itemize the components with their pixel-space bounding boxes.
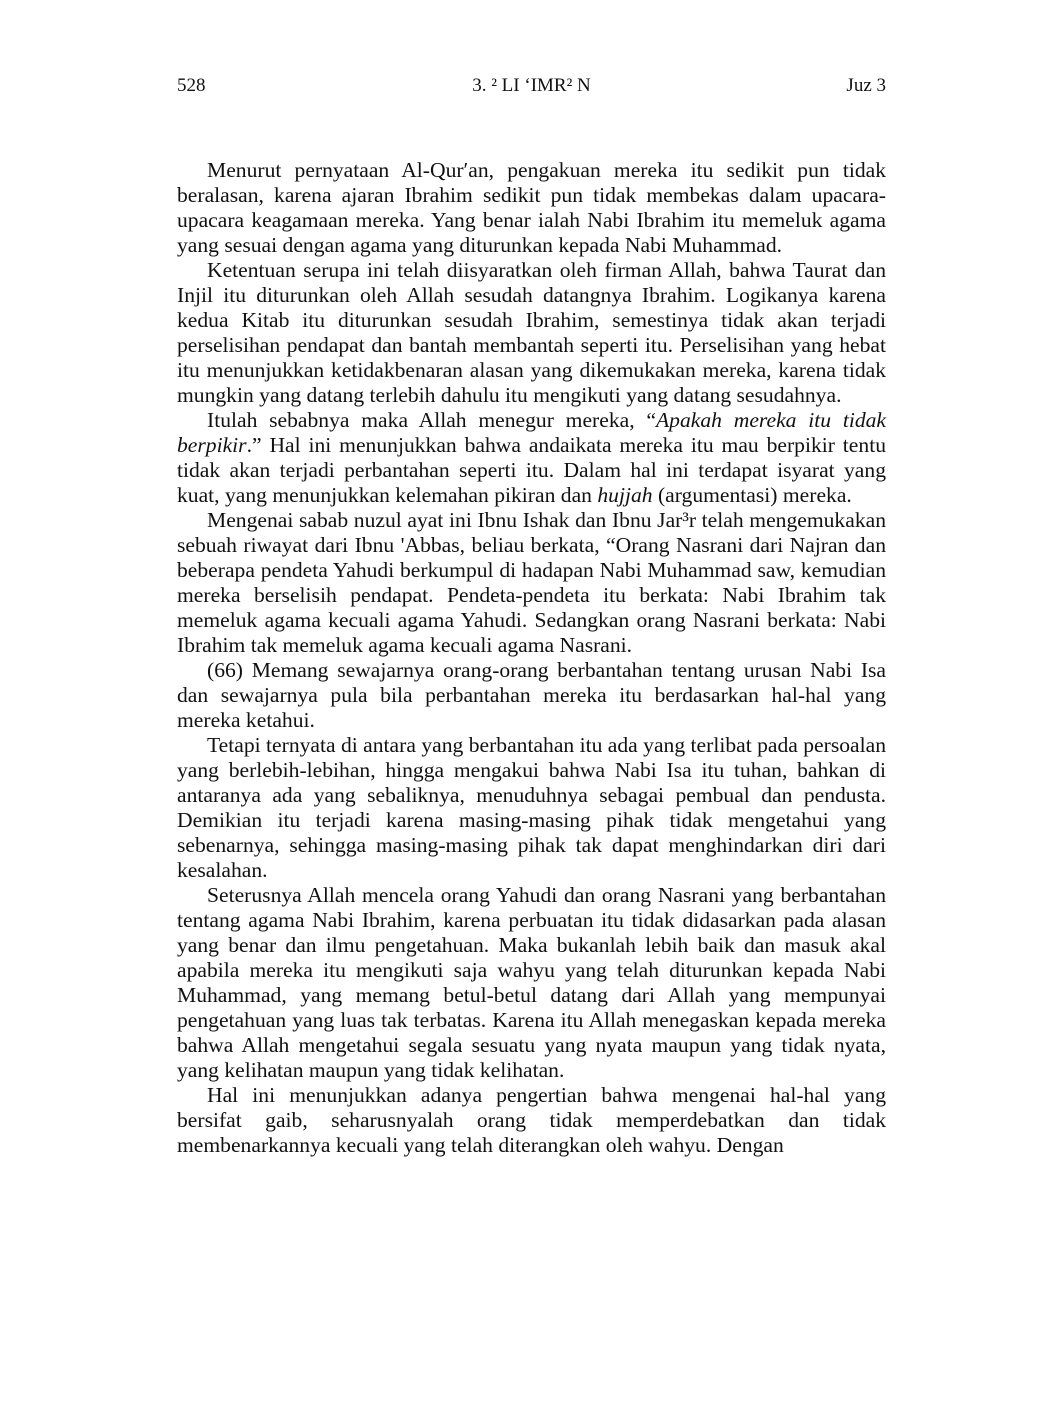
- paragraph-5: (66) Memang sewajarnya orang-orang berbantahan tentang urusan Nabi Isa dan sewajarnya pula bila perbantahan mereka itu berdasarkan hal-hal yang mereka ketahui.: [177, 658, 886, 732]
- page-number: 528: [177, 75, 206, 96]
- chapter-title: 3. ² LI ‘IMR² N: [472, 75, 591, 96]
- paragraph-8: Hal ini menunjukkan adanya pengertian bahwa mengenai hal-hal yang bersifat gaib, seharusnyalah orang tidak memperdebatkan dan tidak membenarkannya kecuali yang telah diterangkan oleh wahyu. Dengan: [177, 1083, 886, 1157]
- paragraph-3-part-1: Itulah sebabnya maka Allah menegur mereka, “: [207, 408, 656, 432]
- paragraph-3: [177, 408, 886, 508]
- paragraph-3-part-2: .” Hal ini menunjukkan bahwa andaikata mereka itu mau berpikir tentu tidak akan terjadi perbantahan seperti itu. Dalam hal ini terdapat isyarat yang kuat, yang menunjukkan kelemahan pikiran dan: [177, 433, 886, 507]
- body-text: [177, 158, 886, 1158]
- paragraph-2: Ketentuan serupa ini telah diisyaratkan oleh firman Allah, bahwa Taurat dan Injil itu diturunkan oleh Allah sesudah datangnya Ibrahim. Logikanya karena kedua Kitab itu diturunkan sesudah Ibrahim, semestinya tidak akan terjadi perselisihan pendapat dan bantah membantah seperti itu. Perselisihan yang hebat itu menunjukkan ketidakbenaran alasan yang dikemukakan mereka, karena tidak mungkin yang datang terlebih dahulu itu mengikuti yang datang sesudahnya.: [177, 258, 886, 407]
- paragraph-7: Seterusnya Allah mencela orang Yahudi dan orang Nasrani yang berbantahan tentang agama Nabi Ibrahim, karena perbuatan itu tidak didasarkan pada alasan yang benar dan ilmu pengetahuan. Maka bukanlah lebih baik dan masuk akal apabila mereka itu mengikuti saja wahyu yang telah diturunkan kepada Nabi Muhammad, yang memang betul-betul datang dari Allah yang mempunyai pengetahuan yang luas tak terbatas. Karena itu Allah menegaskan kepada mereka bahwa Allah mengetahui segala sesuatu yang nyata maupun yang tidak nyata, yang kelihatan maupun yang tidak kelihatan.: [177, 883, 886, 1082]
- paragraph-1: Menurut pernyataan Al-Qur′an, pengakuan mereka itu sedikit pun tidak beralasan, karena ajaran Ibrahim sedikit pun tidak membekas dalam upacara-upacara keagamaan mereka. Yang benar ialah Nabi Ibrahim itu memeluk agama yang sesuai dengan agama yang diturunkan kepada Nabi Muhammad.: [177, 158, 886, 257]
- paragraph-4: Mengenai sabab nuzul ayat ini Ibnu Ishak dan Ibnu Jar³r telah mengemukakan sebuah riwayat dari Ibnu 'Abbas, beliau berkata, “Orang Nasrani dari Najran dan beberapa pendeta Yahudi berkumpul di hadapan Nabi Muhammad saw, kemudian mereka berselisih pendapat. Pendeta-pendeta itu berkata: Nabi Ibrahim tak memeluk agama kecuali agama Yahudi. Sedangkan orang Nasrani berkata: Nabi Ibrahim tak memeluk agama kecuali agama Nasrani.: [177, 508, 886, 657]
- paragraph-3-italic-term: hujjah: [597, 483, 653, 507]
- paragraph-6: Tetapi ternyata di antara yang berbantahan itu ada yang terlibat pada persoalan yang berlebih-lebihan, hingga mengakui bahwa Nabi Isa itu tuhan, bahkan di antaranya ada yang sebaliknya, menuduhnya sebagai pembual dan pendusta. Demikian itu terjadi karena masing-masing pihak tidak mengetahui yang sebenarnya, sehingga masing-masing pihak tak dapat menghindarkan diri dari kesalahan.: [177, 733, 886, 882]
- page-header: [177, 72, 886, 100]
- paragraph-3-italic-quote: Apakah mereka itu tidak berpikir: [177, 408, 886, 457]
- paragraph-3-part-3: (argumentasi) mereka.: [652, 483, 852, 507]
- juz-label: Juz 3: [846, 75, 886, 96]
